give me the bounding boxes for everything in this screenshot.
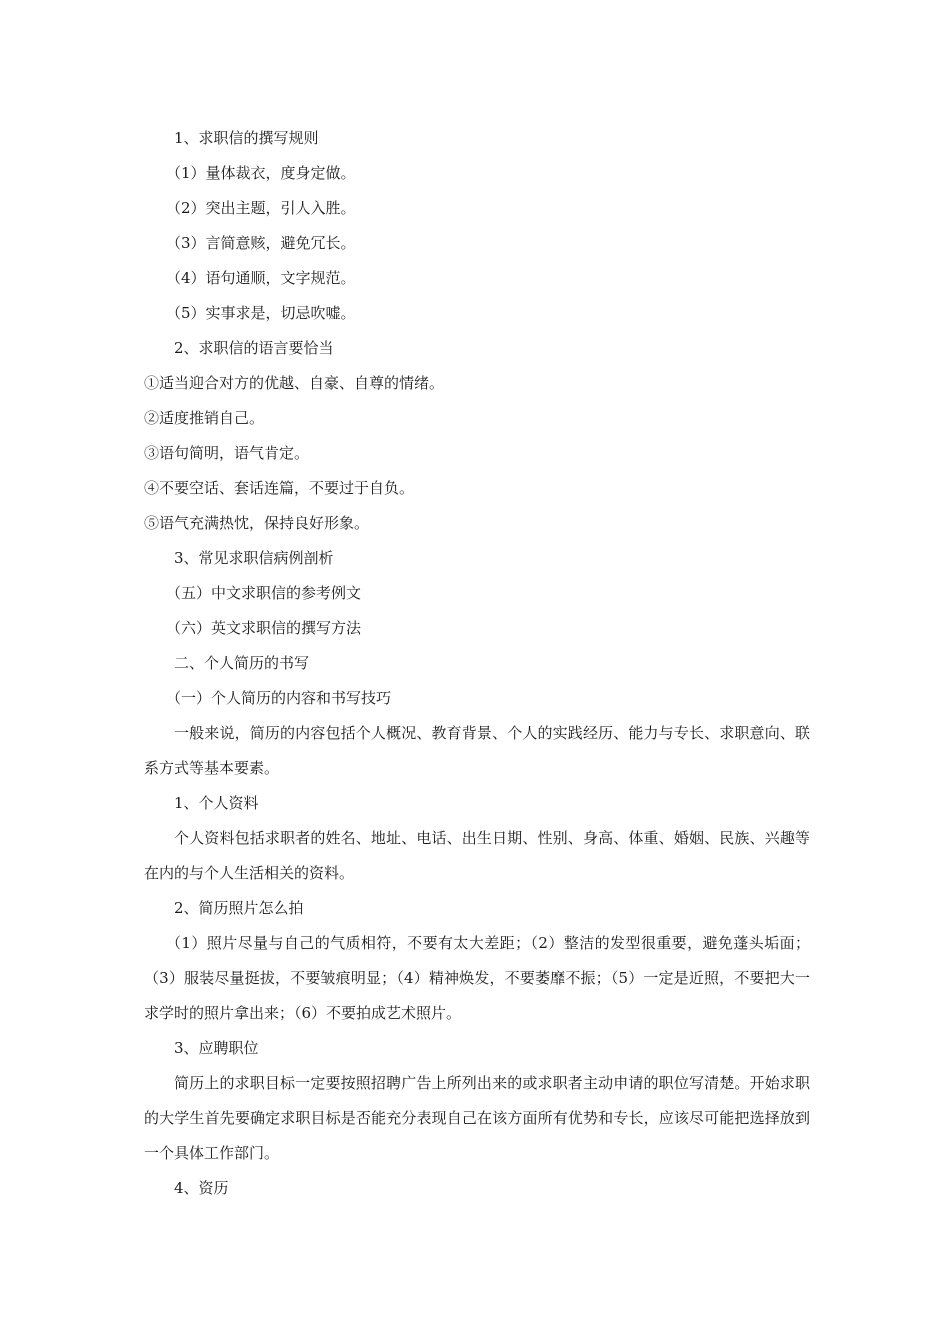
paragraph-position: 简历上的求职目标一定要按照招聘广告上所列出来的或求职者主动申请的职位写清楚。开始求职的大学生首先要确定求职目标是否能充分表现自己在该方面所有优势和专长，应该尽可能把选择放到一个具体工作部门。 (144, 1074, 810, 1162)
rule-item-3: （3）言简意赅，避免冗长。 (166, 234, 356, 252)
heading-resume-writing: 二、个人简历的书写 (174, 654, 310, 672)
language-item-3: ③语句简明，语气肯定。 (144, 444, 310, 462)
rule-item-5: （5）实事求是，切忌吹嘘。 (166, 304, 356, 322)
paragraph-resume-general: 一般来说，简历的内容包括个人概况、教育背景、个人的实践经历、能力与专长、求职意向、联系方式等基本要素。 (144, 724, 810, 777)
rule-item-4: （4）语句通顺，文字规范。 (166, 269, 356, 287)
heading-chinese-example: （五）中文求职信的参考例文 (166, 584, 362, 602)
document-page (144, 121, 810, 1206)
heading-personal-info: 1、个人资料 (174, 794, 259, 812)
language-item-4: ④不要空话、套话连篇，不要过于自负。 (144, 479, 415, 497)
heading-english-method: （六）英文求职信的撰写方法 (166, 619, 362, 637)
rule-item-1: （1）量体裁衣，度身定做。 (166, 164, 356, 182)
heading-resume-content: （一）个人简历的内容和书写技巧 (166, 689, 392, 707)
heading-common-mistakes: 3、常见求职信病例剖析 (174, 549, 334, 567)
language-item-1: ①适当迎合对方的优越、自豪、自尊的情绪。 (144, 374, 445, 392)
heading-position: 3、应聘职位 (174, 1039, 259, 1057)
language-item-5: ⑤语气充满热忱，保持良好形象。 (144, 514, 370, 532)
heading-cover-letter-rules: 1、求职信的撰写规则 (174, 129, 319, 147)
language-item-2: ②适度推销自己。 (144, 409, 265, 427)
rule-item-2: （2）突出主题，引人入胜。 (166, 199, 356, 217)
heading-resume-photo: 2、简历照片怎么拍 (174, 899, 304, 917)
heading-cover-letter-language: 2、求职信的语言要恰当 (174, 339, 334, 357)
paragraph-personal-info: 个人资料包括求职者的姓名、地址、电话、出生日期、性别、身高、体重、婚姻、民族、兴趣等在内的与个人生活相关的资料。 (144, 829, 810, 882)
paragraph-resume-photo: （1）照片尽量与自己的气质相符，不要有太大差距；（2）整洁的发型很重要，避免蓬头垢面；（3）服装尽量挺拔，不要皱痕明显；（4）精神焕发，不要萎靡不振；（5）一定是近照，不要把大一求学时的照片拿出来；（6）不要拍成艺术照片。 (144, 934, 810, 1022)
heading-qualification: 4、资历 (174, 1179, 229, 1197)
